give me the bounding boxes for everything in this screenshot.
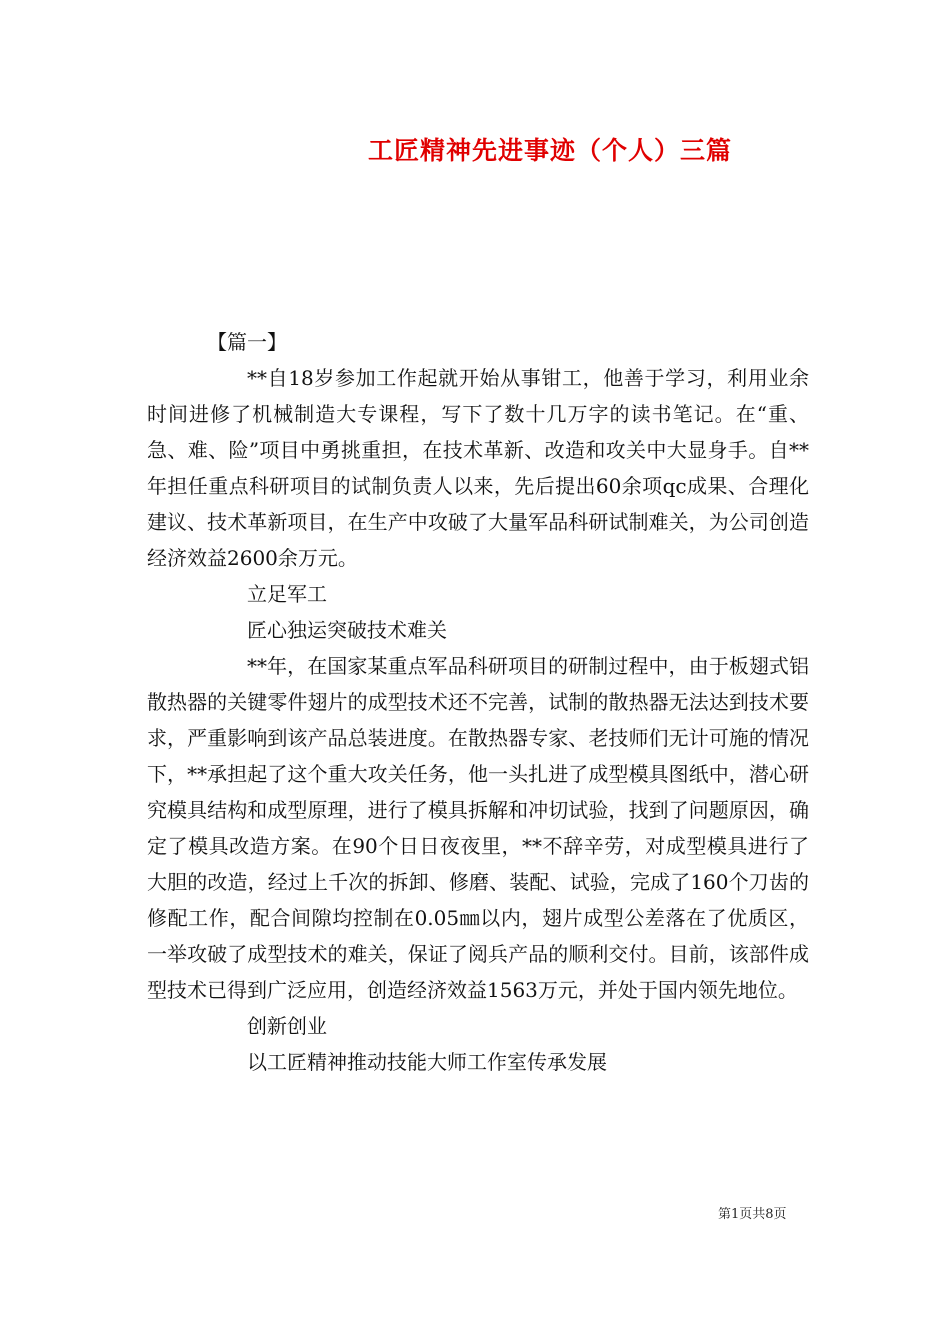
paragraph-1: **自18岁参加工作起就开始从事钳工，他善于学习，利用业余时间进修了机械制造大专课程，写下了数十几万字的读书笔记。在“重、急、难、险”项目中勇挑重担，在技术革新、改造和攻关中大显身手。自**年担任重点科研项目的试制负责人以来，先后提出60余项qc成果、合理化建议、技术革新项目，在生产中攻破了大量军品科研试制难关，为公司创造经济效益2600余万元。 xyxy=(147,366,809,570)
document-body xyxy=(147,324,809,1080)
subheading-1: 立足军工 xyxy=(247,582,327,606)
subheading-3: 创新创业 xyxy=(247,1014,327,1038)
paragraph-2: **年，在国家某重点军品科研项目的研制过程中，由于板翅式铝散热器的关键零件翅片的成型技术还不完善，试制的散热器无法达到技术要求，严重影响到该产品总装进度。在散热器专家、老技师们无计可施的情况下，**承担起了这个重大攻关任务，他一头扎进了成型模具图纸中，潜心研究模具结构和成型原理，进行了模具拆解和冲切试验，找到了问题原因，确定了模具改造方案。在90个日日夜夜里，**不辞辛劳，对成型模具进行了大胆的改造，经过上千次的拆卸、修磨、装配、试验，完成了160个刀齿的修配工作，配合间隙均控制在0.05㎜以内，翅片成型公差落在了优质区，一举攻破了成型技术的难关，保证了阅兵产品的顺利交付。目前，该部件成型技术已得到广泛应用，创造经济效益1563万元，并处于国内领先地位。 xyxy=(147,654,809,1002)
section-label: 【篇一】 xyxy=(207,330,287,354)
subheading-2: 匠心独运突破技术难关 xyxy=(247,618,447,642)
subheading-4: 以工匠精神推动技能大师工作室传承发展 xyxy=(247,1050,607,1074)
page-title: 工匠精神先进事迹（个人）三篇 xyxy=(367,136,732,165)
page-number: 第1页共8页 xyxy=(718,1207,787,1222)
